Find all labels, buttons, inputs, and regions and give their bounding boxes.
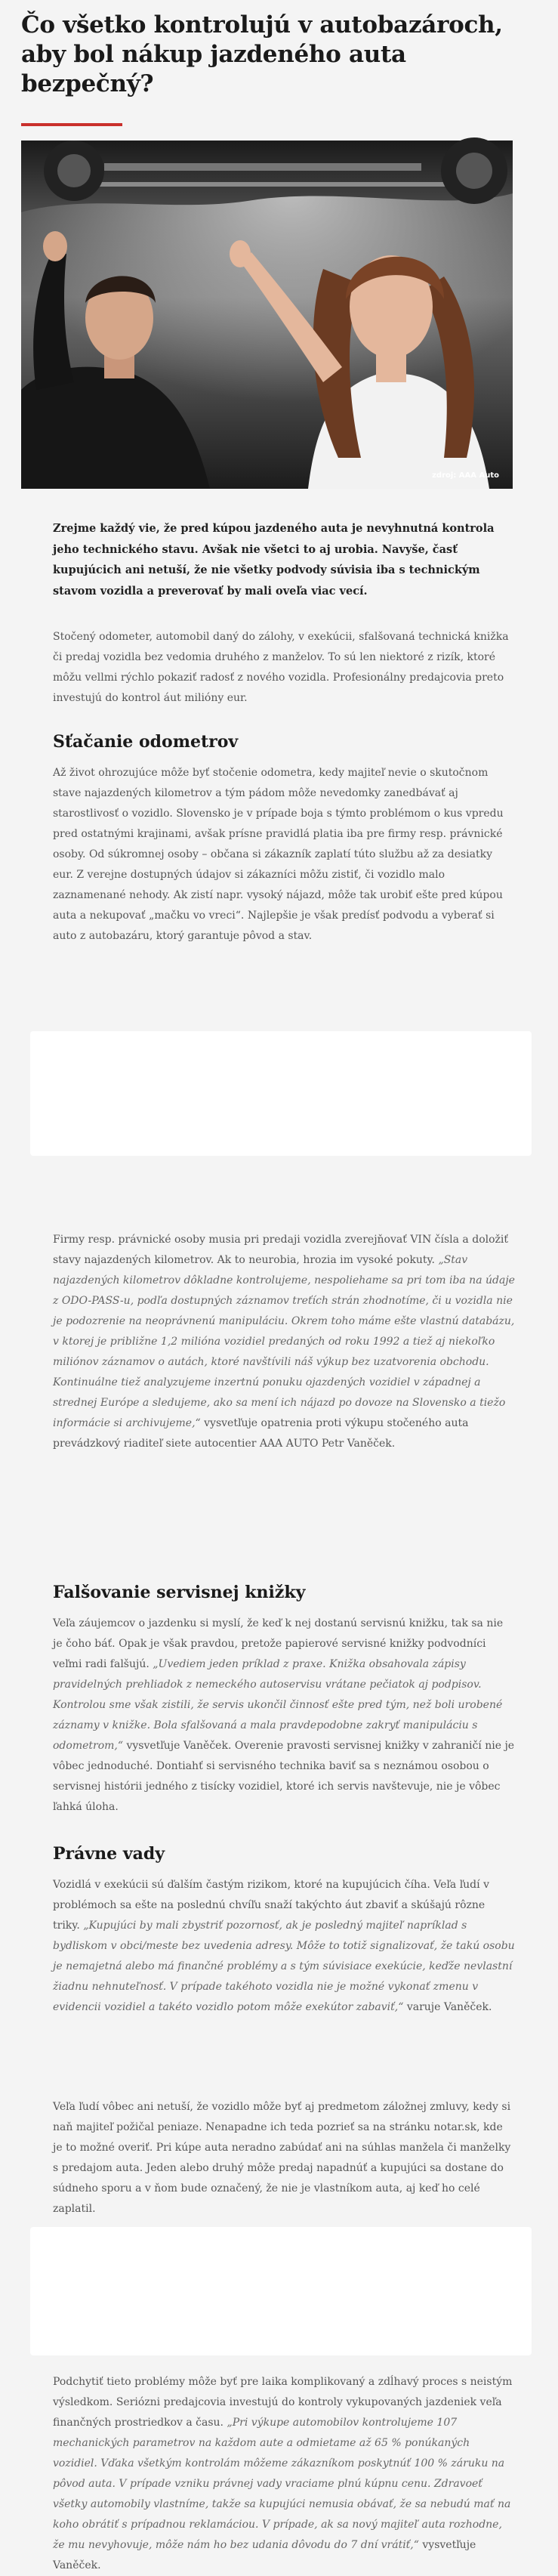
intro-paragraph: Stočený odometer, automobil daný do zálohy, v exekúcii, sfalšovaná technická knižka či predaj vozidla bez vedomia druhého z manželov. To sú len niektoré z rizík, ktoré môžu vellmi rýchlo pokaziť radosť z nového vozidla. Profesionálny predajcovia preto investujú do kontrol áut milióny eur. [53, 631, 509, 704]
legal-quote-1: „Kupujúci by mali zbystriť pozornosť, ak je posledný majiteľ napríklad s bydliskom v obci/meste bez uvedenia adresy. Môže to totiž signalizovať, že takú osobu je nemajetná alebo má finančné problémy a s tým súvisiace exekúcie, keďže nevlastní žiadnu nehnuteľnosť. V prípade takéhoto vozidla nie je možné vykonať zmenu v evidencii vozidiel a takéto vozidlo potom môže exekútor zabaviť,“ [53, 1920, 515, 2013]
article-lead: Zrejme každý vie, že pred kúpou jazdeného auta je nevyhnutná kontrola jeho technického stavu. Avšak nie všetci to aj urobia. Navyše, časť kupujúcich ani netuší, že nie všetky podvody súvisia iba s technickým stavom vozidla a preverovať by mali oveľa viac vecí. [53, 522, 495, 598]
legal-quote-2: „Pri výkupe automobilov kontrolujeme 107 mechanických parametrov na každom aute a odmietame až 65 % ponúkaných vozidiel. Vďaka všetkým kontrolám môžeme zákazníkom poskytnúť 100 % záruku na pôvod auta. V prípade vzniku právnej vady vraciame plnú kúpnu cenu. Zdravoeť všetky automobily vlastníme, takže sa kupujúci nemusia obávať, že sa nebudú mať na koho obrátiť s prípadnou reklamáciou. V prípade, ak sa nový majiteľ auta rozhodne, že mu nevyhovuje, môže nám ho bez udania dôvodu do 7 dní vrátiť,“ [53, 2417, 511, 2551]
odometer-paragraph-2: Firmy resp. právnické osoby musia pri predaji vozidla zverejňovať VIN čísla a doložiť stavy najazdených kilometrov. Ak to neurobia, hrozia im vysoké pokuty. „Stav najazdených kilometrov dôkladne kontrolujeme, nespoliehame sa pri tom iba na údaje z ODO-PASS-u, podľa dostupných záznamov treťích strán zhodnotíme, či u vozidla nie je podozrenie na neoprávnenú manipuláciu. Okrem toho máme ešte vlastnú databázu, v ktorej je približne 1,2 milióna vozidiel predaných od roku 1992 a tiež aj niekoľko miliónov záznamov o autách, ktoré navštívili náš výkup bez uzatvorenia obchodu. Kontinuálne tiež analyzujeme inzertnú ponuku ojazdených vozidiel v západnej a strednej Európe a sledujeme, ako sa mení ich nájazd po dovoze na Slovensko a tiežo informácie si archivujeme,“ vysvetľuje opatrenia proti výkupu stočeného auta prevádzkový riaditeľ siete autocentier AAA AUTO Petr Vaněček. [53, 1234, 515, 1450]
service-book-paragraph: Veľa záujemcov o jazdenku si myslí, že keď k nej dostanú servisnú knižku, tak sa nie je čoho báť. Opak je však pravdou, pretože papierové servisné knižky podvodníci veľmi radi falšujú. „Uvediem jeden príklad z praxe. Knižka obsahovala zápisy pravidelných prehliadok z nemeckého autoservisu vrátane pečiatok aj podpisov. Kontrolou sme však zistili, že servis ukončil činnosť ešte pred tým, než boli urobené záznamy v knižke. Bola sfalšovaná a mala pravdepodobne zakryť manipuláciu s odometrom,“ vysvetľuje Vaněček. Overenie pravosti servisnej knižky v zahraničí nie je vôbec jednoduché. Dontiahť si servisného technika baviť sa s neznámou osobou o servisnej histórii jedného z tisícky vozidiel, ktoré ich servis navštevuje, nie je vôbec ľahká úloha. [53, 1617, 515, 1813]
ad-placeholder-1 [30, 1031, 532, 1156]
hero-image [21, 141, 513, 489]
legal-paragraph-3: Podchytiť tieto problémy môže byť pre laika komplikovaný a zdĺhavý proces s neistým výsledkom. Seriózni predajcovia investujú do kontroly vykupovaných jazdeniek veľa finančných prostriedkov a času. „Pri výkupe automobilov kontrolujeme 107 mechanických parametrov na každom aute a odmietame až 65 % ponúkaných vozidiel. Vďaka všetkým kontrolám môžeme zákazníkom poskytnúť 100 % záruku na pôvod auta. V prípade vzniku právnej vady vraciame plnú kúpnu cenu. Zdravoeť všetky automobily vlastníme, takže sa kupujúci nemusia obávať, že sa nebudú mať na koho obrátiť s prípadnou reklamáciou. V prípade, ak sa nový majiteľ auta rozhodne, že mu nevyhovuje, môže nám ho bez udania dôvodu do 7 dní vrátiť,“ vysvetľuje Vaněček. [53, 2376, 513, 2571]
legal-paragraph-2: Veľa ľudí vôbec ani netuší, že vozidlo môže byť aj predmetom záložnej zmluvy, kedy si naň majiteľ požičal peniaze. Nenapadne ich teda pozrieť sa na stránku notar.sk, kde je to možné overiť. Pri kúpe auta neradno zabúdať ani na súhlas manžela či manželky s predajom auta. Jeden alebo druhý môže predaj napadnúť a kupujúci sa dostane do súdneho sporu a v ňom bude označený, že nie je vlastníkom auta, aj keď ho celé zaplatil. [53, 2101, 511, 2215]
title-underline [21, 123, 122, 126]
service-book-quote: „Uvediem jeden príklad z praxe. Knižka obsahovala zápisy pravidelných prehliadok z nemeckého autoservisu vrátane pečiatok aj podpisov. Kontrolou sme však zistili, že servis ukončil činnosť ešte pred tým, než boli urobené záznamy v knižke. Bola sfalšovaná a mala pravdepodobne zakryť manipuláciu s odometrom,“ [53, 1658, 503, 1752]
section-heading-odometer: Sťačanie odometrov [53, 732, 239, 752]
image-credit: zdroj: AAA Auto [432, 471, 499, 480]
article-title: Čo všetko kontrolujú v autobazároch, aby bol nákup jazdeného auta bezpečný? [21, 11, 503, 97]
section-heading-service-book: Falšovanie servisnej knižky [53, 1583, 306, 1602]
odometer-paragraph-1: Až život ohrozujúce môže byť stočenie odometra, kedy majiteľ nevie o skutočnom stave najazdených kilometrov a tým pádom môže nevedomky zanedbávať aj starostlivosť o vozidlo. Slovensko je v prípade boja s týmto problémom o kus vpredu pred ostatnými krajinami, avšak prísne pravidlá platia iba pre firmy resp. právnické osoby. Od súkromnej osoby – občana si zákazník zaplatí túto službu až za desiatky eur. Z verejne dostupných údajov si zákazníci môžu zistiť, či vozidlo malo zaznamenané nehody. Ak zistí napr. vysoký nájazd, môže tak urobiť ešte pred kúpou auta a nekupovať „mačku vo vreci“. Najlepšie je však predísť podvodu a vyberať si auto z autobazáru, ktorý garantuje pôvod a stav. [53, 767, 504, 942]
odometer-quote: „Stav najazdených kilometrov dôkladne kontrolujeme, nespoliehame sa pri tom iba na údaje z ODO-PASS-u, podľa dostupných záznamov treťích strán zhodnotíme, či u vozidla nie je podozrenie na neoprávnenú manipuláciu. Okrem toho máme ešte vlastnú databázu, v ktorej je približne 1,2 milióna vozidiel predaných od roku 1992 a tiež aj niekoľko miliónov záznamov o autách, ktoré navštívili náš výkup bez uzatvorenia obchodu. Kontinuálne tiež analyzujeme inzertnú ponuku ojazdených vozidiel v západnej a strednej Európe a sledujeme, ako sa mení ich nájazd po dovoze na Slovensko a tiežo informácie si archivujeme,“ [53, 1254, 515, 1429]
legal-paragraph-1: Vozidlá v exekúcii sú ďalším častým rizikom, ktoré na kupujúcich číha. Veľa ľudí v problémoch sa ešte na poslednú chvíľu snaží takýchto áut zbaviť a skúšajú rôzne triky. „Kupujúci by mali zbystriť pozornosť, ak je posledný majiteľ napríklad s bydliskom v obci/meste bez uvedenia adresy. Môže to totiž signalizovať, že takú osobu je nemajetná alebo má finančné problémy a s tým súvisiace exekúcie, keďže nevlastní žiadnu nehnuteľnosť. V prípade takéhoto vozidla nie je možné vykonať zmenu v evidencii vozidiel a takéto vozidlo potom môže exekútor zabaviť,“ varuje Vaněček. [53, 1879, 515, 2013]
section-heading-legal-defects: Právne vady [53, 1844, 165, 1864]
ad-placeholder-2 [30, 2227, 532, 2355]
hero-photo-illustration [21, 141, 513, 489]
